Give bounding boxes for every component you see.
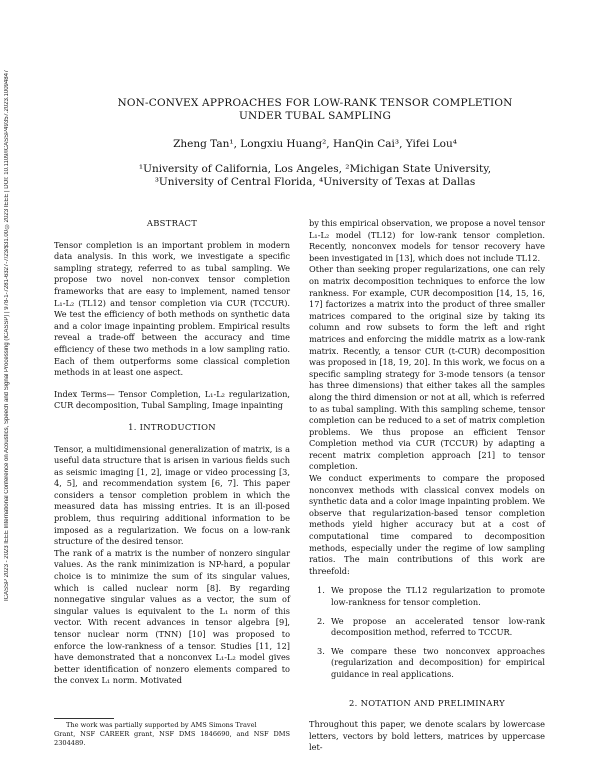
ieee-sidebar-identifier: ICASSP 2023 - 2023 IEEE International Conference on Acoustics, Speech and Signal Processing (ICASSP) | 978-1-7281-6327-7/23/$31.00 ©2023 IEEE | DOI: 10.1109/ICASSP49357.2023.10094847 — [4, 70, 10, 602]
list-item — [309, 646, 545, 681]
title-line-2: UNDER TUBAL SAMPLING — [238, 110, 392, 122]
intro-paragraph-4: Other than seeking proper regularizations, one can rely on matrix decomposition techniques to enforce the low rankness. For example, CUR decomposition [14, 15, 16, 17] factorizes a matrix into the product of three smaller matrices compared to the original size by taking its column and row subsets to form the left and right matrices and enforcing the middle matrix as a low-rank matrix. Recently, a tensor CUR (t-CUR) decomposition was proposed in [18, 19, 20]. In this work, we focus on a specific sampling strategy for 3-mode tensors (a tensor has three dimensions) that either takes all the samples along the third dimension or not at all, which is referred to as tubal sampling. With this sampling scheme, tensor completion can be reduced to a set of matrix completion problems. We thus propose an efficient Tensor Completion method via CUR (TCCUR) by adapting a recent matrix completion approach [21] to tensor completion. — [309, 264, 545, 472]
contributions-list — [309, 585, 545, 680]
right-column — [309, 218, 545, 754]
introduction-heading: 1. INTRODUCTION — [128, 421, 216, 432]
list-item — [309, 585, 545, 608]
list-item-number: 2. — [317, 615, 325, 626]
list-item-text: We propose an accelerated tensor low-rank decomposition method, referred to TCCUR. — [331, 615, 545, 638]
notation-paragraph: Throughout this paper, we denote scalars by lowercase letters, vectors by bold letters, matrices by uppercase let- — [309, 719, 545, 753]
footnote-line-2: Grant, NSF CAREER grant, NSF DMS 1846690, and NSF DMS 2304489. — [54, 730, 290, 747]
abstract-text: Tensor completion is an important problem in modern data analysis. In this work, we investigate a specific sampling strategy, referred to as tubal sampling. We propose two novel non-convex tensor completion frameworks that are easy to implement, named tensor L₁-L₂ (TL12) and tensor completion via CUR (TCCUR). We test the efficiency of both methods on synthetic data and a color image inpainting problem. Empirical results reveal a trade-off between the accuracy and time efficiency of these two methods in a low sampling ratio. Each of them outperforms some classical completion methods in at least one aspect. — [54, 239, 290, 378]
list-item-number: 1. — [317, 585, 325, 596]
index-terms: Index Terms— Tensor Completion, L₁-L₂ regularization, CUR decomposition, Tubal Sampling, Image inpainting — [54, 388, 290, 411]
footnote-line-1: The work was partially supported by AMS Simons Travel — [66, 721, 257, 729]
affiliation-line-2: ³University of Central Florida, ⁴University of Texas at Dallas — [154, 176, 476, 188]
affiliation-line-1: ¹University of California, Los Angeles, ²Michigan State University, — [138, 163, 492, 175]
title-line-1: NON-CONVEX APPROACHES FOR LOW-RANK TENSOR COMPLETION — [117, 97, 513, 109]
author-list: Zheng Tan¹, Longxiu Huang², HanQin Cai³, Yifei Lou⁴ — [173, 138, 457, 150]
affiliations — [60, 163, 570, 189]
left-column — [54, 218, 290, 687]
list-item — [309, 616, 545, 639]
intro-paragraph-5: We conduct experiments to compare the proposed nonconvex methods with classical convex models on synthetic data and a color image inpainting problem. We observe that regularization-based tensor completion methods yield higher accuracy but at a cost of computational time compared to decomposition methods, especially under the regime of low sampling ratios. The main contributions of this work are threefold: — [309, 473, 545, 576]
intro-paragraph-2: The rank of a matrix is the number of nonzero singular values. As the rank minimization is NP-hard, a popular choice is to minimize the sum of its singular values, which is called nuclear norm [8]. By regarding nonnegative singular values as a vector, the sum of singular values is equivalent to the L₁ norm of this vector. With recent advances in tensor algebra [9], tensor nuclear norm (TNN) [10] was proposed to enforce the low-rankness of a tensor. Studies [11, 12] have demonstrated that a nonconvex L₁-L₂ model gives better identification of nonzero elements compared to the convex L₁ norm. Motivated — [54, 547, 290, 686]
list-item-number: 3. — [317, 645, 325, 656]
abstract-heading: ABSTRACT — [146, 218, 198, 228]
paper-title — [60, 97, 570, 123]
intro-paragraph-3: by this empirical observation, we propose a novel tensor L₁-L₂ model (TL12) for low-rank tensor completion. Recently, nonconvex models for tensor recovery have been investigated in [13], which does not include TL12. — [309, 218, 545, 263]
funding-footnote — [54, 721, 290, 748]
list-item-text: We compare these two nonconvex approaches (regularization and decomposition) for empirical guidance in real applications. — [331, 645, 545, 679]
intro-paragraph-1: Tensor, a multidimensional generalization of matrix, is a useful data structure that is arisen in various fields such as seismic imaging [1, 2], image or video processing [3, 4, 5], and recommendation system [6, 7]. This paper considers a tensor completion problem in which the measured data has missing entries. It is an ill-posed problem, thus requiring additional information to be imposed as a regularization. We focus on a low-rank structure of the desired tensor. — [54, 443, 290, 547]
list-item-text: We propose the TL12 regularization to promote low-rankness for tensor completion. — [331, 585, 545, 607]
footnote-rule — [54, 718, 114, 719]
notation-heading: 2. NOTATION AND PRELIMINARY — [349, 697, 505, 708]
